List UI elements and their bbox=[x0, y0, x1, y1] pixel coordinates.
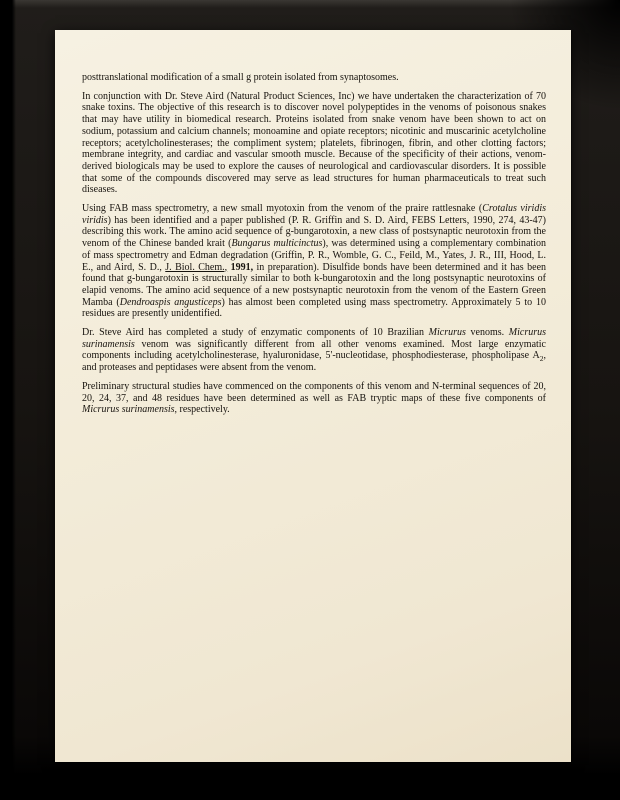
paragraph-structural-studies: Preliminary structural studies have commenced on the components of this venom and N-terminal sequences of 20, 20, 24, 37, and 48 residues have been determined as well as FAB tryptic maps of these five components of Micrurus surinamensis, respectively. bbox=[82, 380, 546, 416]
document-text bbox=[82, 72, 546, 423]
paragraph-snake-toxins-overview: In conjunction with Dr. Steve Aird (Natural Product Sciences, Inc) we have undertaken the characterization of 70 snake toxins. The objective of this research is to discover novel polypeptides in the venoms of poisonous snakes that may have utility in biomedical research. Proteins isolated from snake venom have been shown to act on sodium, potassium and calcium channels; monoamine and opiate receptors; nicotinic and muscarinic acetylcholine receptors; acetylcholinesterases; the compliment system; platelets, fibrinogen, fibrin, and other clotting factors; membrane integrity, and cardiac and vascular smooth muscle. Because of the specificity of their actions, venom-derived biologicals may be used to explore the causes of neurological and cardiovascular disorders. It is possible that some of the compounds discovered may serve as lead structures for human pharmaceuticals to treat such diseases. bbox=[82, 90, 546, 196]
paragraph-fab-mass-spectrometry: Using FAB mass spectrometry, a new small myotoxin from the venom of the praire rattlesnake (Crotalus viridis viridis) has been identified and a paper published (P. R. Griffin and S. D. Aird, FEBS Letters, 1990, 274, 43-47) describing this work. The amino acid sequence of g-bungarotoxin, a new class of postsynaptic neurotoxin from the venom of the Chinese banded krait (Bungarus multicinctus), was determined using a complementary combination of mass spectrometry and Edman degradation (Griffin, P. R., Womble, G. C., Feild, M., Yates, J. R., III, Hood, L. E., and Aird, S. D., J. Biol. Chem., 1991, in preparation). Disulfide bonds have been determined and it has been found that g-bungarotoxin is structurally similar to both k-bungarotoxin and the long postsynaptic neurotoxins of elapid venoms. The amino acid sequence of a new postsynaptic neurotoxin from the venom of the Eastern Green Mamba (Dendroaspis angusticeps) has almost been completed using mass spectrometry. Approximately 5 to 10 residues are presently unidentified. bbox=[82, 203, 547, 320]
paragraph-intro-fragment: posttranslational modification of a small g protein isolated from synaptosomes. bbox=[82, 72, 399, 83]
paragraph-micrurus-enzymes: Dr. Steve Aird has completed a study of enzymatic components of 10 Brazilian Micrurus venoms. Micrurus surinamensis venom was significantly different from all other venoms examined. Most large enzymatic components including acetylcholinesterase, hyaluronidase, 5'-nucleotidase, phosphodiesterase, phospholipase $A_2$, and proteases and peptidases were absent from the venom. bbox=[82, 327, 546, 374]
document-page bbox=[55, 30, 571, 762]
